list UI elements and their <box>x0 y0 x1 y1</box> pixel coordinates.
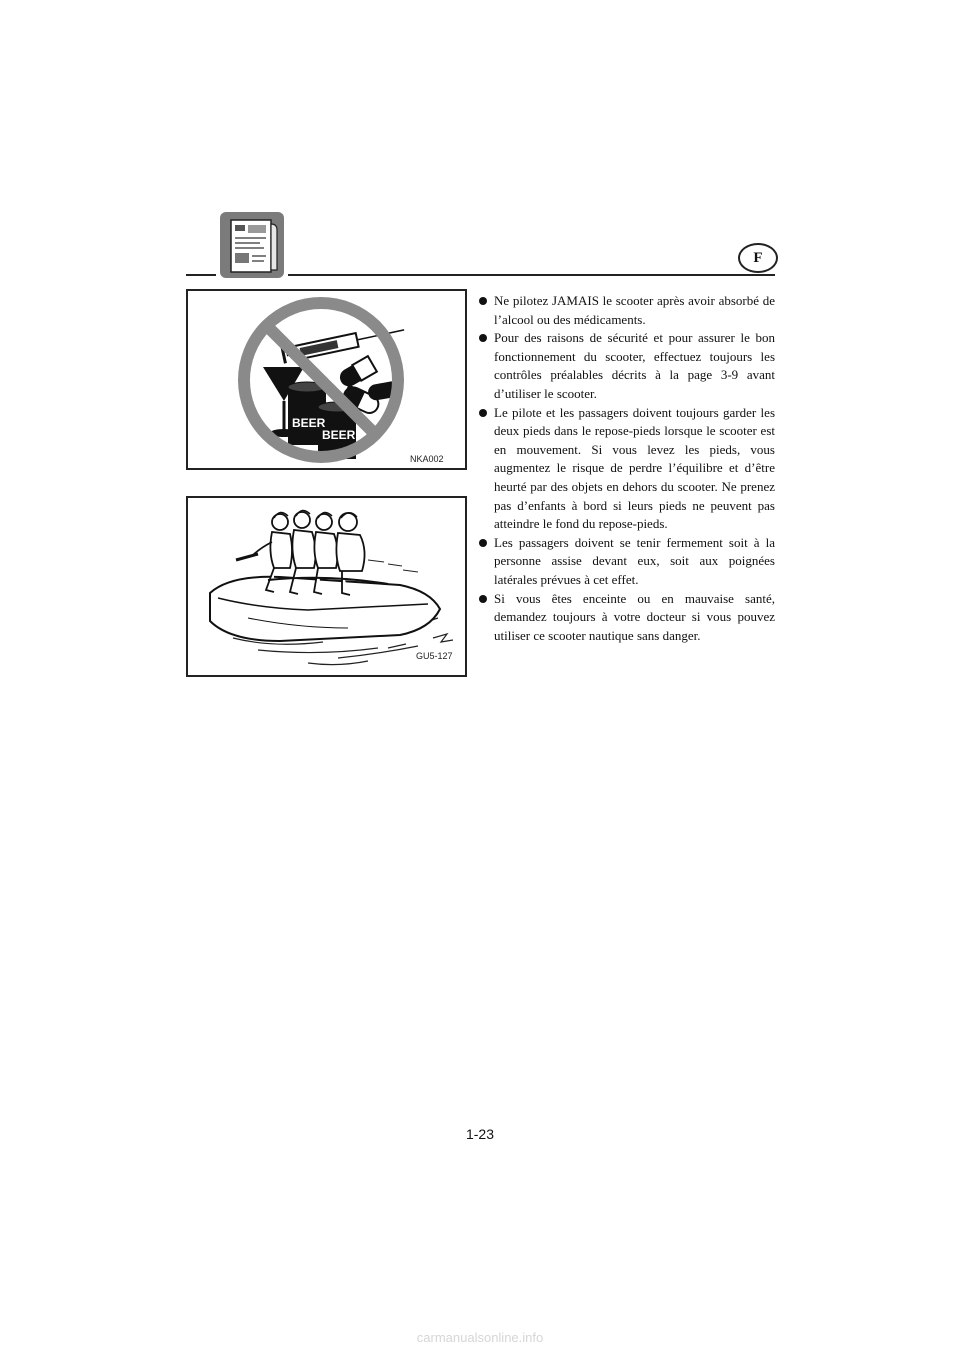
bullet-item <box>479 329 775 403</box>
language-badge: F <box>738 243 778 273</box>
safety-bullet-list <box>479 292 775 645</box>
no-alcohol-drugs-figure <box>186 289 467 470</box>
no-alcohol-drugs-illustration <box>188 291 465 468</box>
bullet-text: Le pilote et les passagers doivent toujours garder les deux pieds dans le repose-pieds lorsque le scooter est en mouvement. Si vous levez les pieds, vous augmentez le risque de perdre l’équilibre et d’être heurté par des objets en dehors du scooter. Ne prenez pas d’enfants à bord si leurs pieds ne peuvent pas atteindre le fond du repose-pieds. <box>494 404 775 532</box>
bullet-icon <box>479 409 487 417</box>
bullet-text: Ne pilotez JAMAIS le scooter après avoir absorbé de l’alcool ou des médicaments. <box>494 293 775 327</box>
figure-code: GU5-127 <box>416 651 453 661</box>
header-rule-right <box>288 274 775 276</box>
riders-on-scooter-figure <box>186 496 467 677</box>
beer-can-label: BEER <box>322 428 356 442</box>
bullet-item <box>479 590 775 646</box>
bullet-item <box>479 534 775 590</box>
riders-on-scooter-illustration <box>188 498 465 675</box>
bullet-text: Les passagers doivent se tenir fermement soit à la personne assise devant eux, soit aux poignées latérales prévues à cet effet. <box>494 534 775 587</box>
beer-can-label: BEER <box>292 416 326 430</box>
page-number: 1-23 <box>465 1126 495 1142</box>
bullet-item <box>479 292 775 329</box>
bullet-icon <box>479 595 487 603</box>
bullet-icon <box>479 539 487 547</box>
watermark: carmanualsonline.info <box>416 1330 544 1345</box>
bullet-text: Pour des raisons de sécurité et pour assurer le bon fonctionnement du scooter, effectuez toujours les contrôles préalables décrits à la page 3-9 avant d’utiliser le scooter. <box>494 330 775 401</box>
bullet-text: Si vous êtes enceinte ou en mauvaise santé, demandez toujours à votre docteur si vous pouvez utiliser ce scooter nautique sans danger. <box>494 590 775 643</box>
header-rule-left <box>186 274 216 276</box>
bullet-item <box>479 404 775 534</box>
figure-code: NKA002 <box>410 454 444 464</box>
bullet-icon <box>479 297 487 305</box>
manual-book-icon <box>220 212 284 278</box>
bullet-icon <box>479 334 487 342</box>
